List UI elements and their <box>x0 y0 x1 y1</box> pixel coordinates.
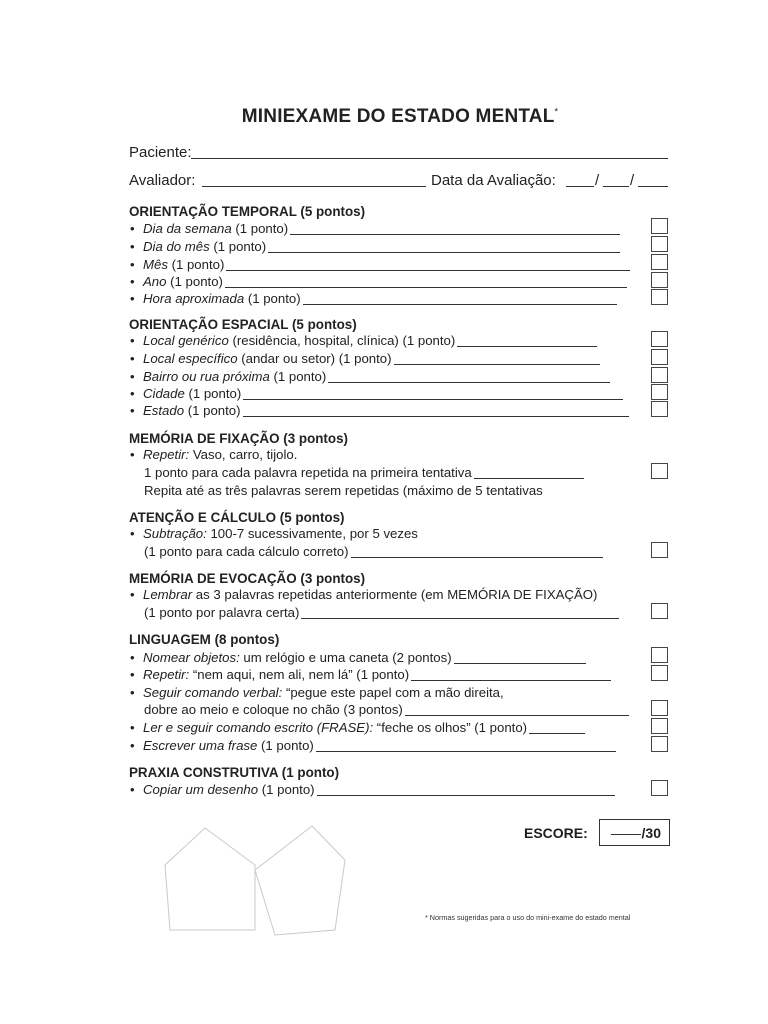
item-term: Subtração: <box>143 526 207 541</box>
item-text: (1 ponto) <box>231 221 289 236</box>
score-checkbox[interactable] <box>651 254 668 270</box>
item-term: Dia do mês <box>143 239 210 254</box>
bullet: • <box>130 738 135 753</box>
item-text: (1 ponto) <box>269 369 327 384</box>
item-text: 100-7 sucessivamente, por 5 vezes <box>206 526 418 541</box>
bullet: • <box>130 685 135 700</box>
item-text: (1 ponto) <box>166 274 223 289</box>
item-text: (1 ponto) <box>184 386 242 401</box>
bullet: • <box>130 369 135 384</box>
bullet: • <box>130 720 135 735</box>
score-box[interactable] <box>599 819 670 846</box>
score-checkbox[interactable] <box>651 542 668 558</box>
list-item <box>130 667 611 684</box>
item-term: Local genérico <box>143 333 229 348</box>
section-title: PRAXIA CONSTRUTIVA <box>129 765 279 780</box>
score-checkbox[interactable] <box>651 736 668 752</box>
item-text: (1 ponto para cada cálculo correto) <box>144 544 349 559</box>
answer-line[interactable] <box>290 234 620 235</box>
item-text: Repita até as três palavras serem repetidas (máximo de 5 tentativas <box>144 483 543 498</box>
item-term: Lembrar <box>143 587 193 602</box>
date-separator: / <box>595 172 600 189</box>
answer-line[interactable] <box>457 346 597 347</box>
list-item <box>130 239 620 256</box>
bullet: • <box>130 239 135 254</box>
pentagons-drawing <box>160 820 350 940</box>
section-orientacao-temporal <box>129 204 365 219</box>
bullet: • <box>130 291 135 306</box>
list-item <box>130 587 597 604</box>
section-title: ORIENTAÇÃO ESPACIAL <box>129 317 289 332</box>
score-checkbox[interactable] <box>651 700 668 716</box>
bullet: • <box>130 650 135 665</box>
section-memoria-evocacao <box>129 571 365 586</box>
answer-line[interactable] <box>474 478 584 479</box>
item-term: Nomear objetos: <box>143 650 240 665</box>
pentagon-right <box>255 826 345 935</box>
bullet: • <box>130 782 135 797</box>
date-label: Data da Avaliação: <box>431 172 556 189</box>
item-term: Hora aproximada <box>143 291 245 306</box>
list-item <box>130 291 617 308</box>
section-points: (3 pontos) <box>283 431 348 446</box>
item-term: Ler e seguir comando escrito (FRASE): <box>143 720 374 735</box>
item-text: (1 ponto) <box>209 239 267 254</box>
patient-label: Paciente: <box>129 144 192 161</box>
list-item <box>130 720 585 737</box>
item-term: Ano <box>143 274 167 289</box>
list-item-continuation <box>144 544 603 559</box>
item-text: (1 ponto por palavra certa) <box>144 605 300 620</box>
item-text: 1 ponto para cada palavra repetida na primeira tentativa <box>144 465 472 480</box>
item-term: Cidade <box>143 386 185 401</box>
list-item <box>130 650 586 667</box>
section-points: (5 pontos) <box>291 317 357 332</box>
score-checkbox[interactable] <box>651 289 668 305</box>
answer-line[interactable] <box>226 270 630 271</box>
title-text: MINIEXAME DO ESTADO MENTAL <box>241 106 555 127</box>
bullet: • <box>130 386 135 401</box>
list-item-continuation <box>144 605 619 620</box>
section-orientacao-espacial <box>129 317 357 332</box>
score-checkbox[interactable] <box>651 463 668 479</box>
item-term: Dia da semana <box>143 221 232 236</box>
score-checkbox[interactable] <box>651 349 668 365</box>
bullet: • <box>130 447 135 462</box>
evaluator-field[interactable] <box>202 186 426 187</box>
section-memoria-fixacao <box>129 431 348 446</box>
bullet: • <box>130 257 135 272</box>
list-item-continuation <box>144 465 584 480</box>
list-item <box>130 403 629 420</box>
section-points: (5 pontos) <box>279 510 345 525</box>
date-month-field[interactable] <box>603 186 629 187</box>
item-text: “nem aqui, nem ali, nem lá” (1 ponto) <box>189 667 410 682</box>
score-checkbox[interactable] <box>651 401 668 417</box>
section-title: MEMÓRIA DE FIXAÇÃO <box>129 431 280 446</box>
item-text: um relógio e uma caneta (2 pontos) <box>239 650 452 665</box>
score-total: /30 <box>641 824 661 841</box>
item-term: Repetir: <box>143 447 190 462</box>
item-term: Estado <box>143 403 185 418</box>
list-item <box>130 685 504 702</box>
list-item <box>130 738 616 755</box>
section-points: (1 ponto) <box>281 765 340 780</box>
score-checkbox[interactable] <box>651 272 668 288</box>
bullet: • <box>130 221 135 236</box>
score-blank[interactable] <box>611 834 641 835</box>
list-item <box>130 386 623 403</box>
item-text: (1 ponto) <box>257 738 314 753</box>
date-day-field[interactable] <box>566 186 594 187</box>
list-item <box>130 257 630 274</box>
footnote: * Normas sugeridas para o uso do mini-exame do estado mental <box>425 913 631 922</box>
answer-line[interactable] <box>316 751 616 752</box>
section-points: (8 pontos) <box>214 632 280 647</box>
title-footnote-mark: * <box>554 106 559 117</box>
answer-line[interactable] <box>405 715 629 716</box>
bullet: • <box>130 351 135 366</box>
item-term: Copiar um desenho <box>143 782 259 797</box>
section-atencao-calculo <box>129 510 345 525</box>
section-praxia-construtiva <box>129 765 339 780</box>
item-text: dobre ao meio e coloque no chão (3 pontos) <box>144 702 403 717</box>
answer-line[interactable] <box>303 304 617 305</box>
section-linguagem <box>129 632 279 647</box>
bullet: • <box>130 667 135 682</box>
item-text: as 3 palavras repetidas anteriormente (em MEMÓRIA DE FIXAÇÃO) <box>192 587 598 602</box>
item-term: Bairro ou rua próxima <box>143 369 270 384</box>
score-checkbox[interactable] <box>651 331 668 347</box>
list-item <box>130 447 297 464</box>
score-checkbox[interactable] <box>651 218 668 234</box>
bullet: • <box>130 526 135 541</box>
patient-field[interactable] <box>191 158 668 159</box>
score-checkbox[interactable] <box>651 384 668 400</box>
item-term: Local específico <box>143 351 238 366</box>
list-item <box>130 526 418 543</box>
section-title: ATENÇÃO E CÁLCULO <box>129 510 277 525</box>
list-item <box>130 333 597 350</box>
item-term: Repetir: <box>143 667 190 682</box>
evaluator-label: Avaliador: <box>129 172 196 189</box>
answer-line[interactable] <box>394 364 600 365</box>
answer-line[interactable] <box>225 287 627 288</box>
item-text: (residência, hospital, clínica) (1 ponto) <box>228 333 456 348</box>
pentagon-left <box>165 828 255 930</box>
item-text: Vaso, carro, tijolo. <box>189 447 298 462</box>
list-item <box>130 782 615 799</box>
score-checkbox[interactable] <box>651 780 668 796</box>
answer-line[interactable] <box>529 733 585 734</box>
answer-line[interactable] <box>411 680 611 681</box>
bullet: • <box>130 333 135 348</box>
answer-line[interactable] <box>243 399 623 400</box>
item-term: Escrever uma frase <box>143 738 258 753</box>
item-term: Seguir comando verbal: <box>143 685 283 700</box>
section-title: LINGUAGEM <box>129 632 211 647</box>
score-checkbox[interactable] <box>651 603 668 619</box>
item-text: (1 ponto) <box>167 257 225 272</box>
answer-line[interactable] <box>328 382 610 383</box>
section-points: (3 pontos) <box>300 571 366 586</box>
bullet: • <box>130 403 135 418</box>
item-text: (andar ou setor) (1 ponto) <box>237 351 392 366</box>
answer-line[interactable] <box>317 795 615 796</box>
item-text: (1 ponto) <box>184 403 241 418</box>
date-separator: / <box>630 172 635 189</box>
list-item <box>130 221 620 238</box>
item-term: Mês <box>143 257 168 272</box>
section-title: MEMÓRIA DE EVOCAÇÃO <box>129 571 297 586</box>
bullet: • <box>130 274 135 289</box>
list-item <box>130 274 627 291</box>
score-checkbox[interactable] <box>651 647 668 663</box>
answer-line[interactable] <box>454 663 586 664</box>
section-points: (5 pontos) <box>300 204 366 219</box>
list-item <box>130 369 610 386</box>
score-checkbox[interactable] <box>651 718 668 734</box>
score-checkbox[interactable] <box>651 236 668 252</box>
list-item-continuation <box>144 483 543 498</box>
page-title <box>0 106 768 128</box>
section-title: ORIENTAÇÃO TEMPORAL <box>129 204 297 219</box>
answer-line[interactable] <box>301 618 619 619</box>
bullet: • <box>130 587 135 602</box>
list-item <box>130 351 600 368</box>
item-text: (1 ponto) <box>244 291 301 306</box>
score-checkbox[interactable] <box>651 367 668 383</box>
score-checkbox[interactable] <box>651 665 668 681</box>
item-text: (1 ponto) <box>258 782 315 797</box>
answer-line[interactable] <box>268 252 620 253</box>
score-label: ESCORE: <box>524 825 588 841</box>
answer-line[interactable] <box>351 557 603 558</box>
item-text: “feche os olhos” (1 ponto) <box>373 720 528 735</box>
answer-line[interactable] <box>243 416 629 417</box>
item-text: “pegue este papel com a mão direita, <box>282 685 504 700</box>
date-year-field[interactable] <box>638 186 668 187</box>
list-item-continuation <box>144 702 629 717</box>
